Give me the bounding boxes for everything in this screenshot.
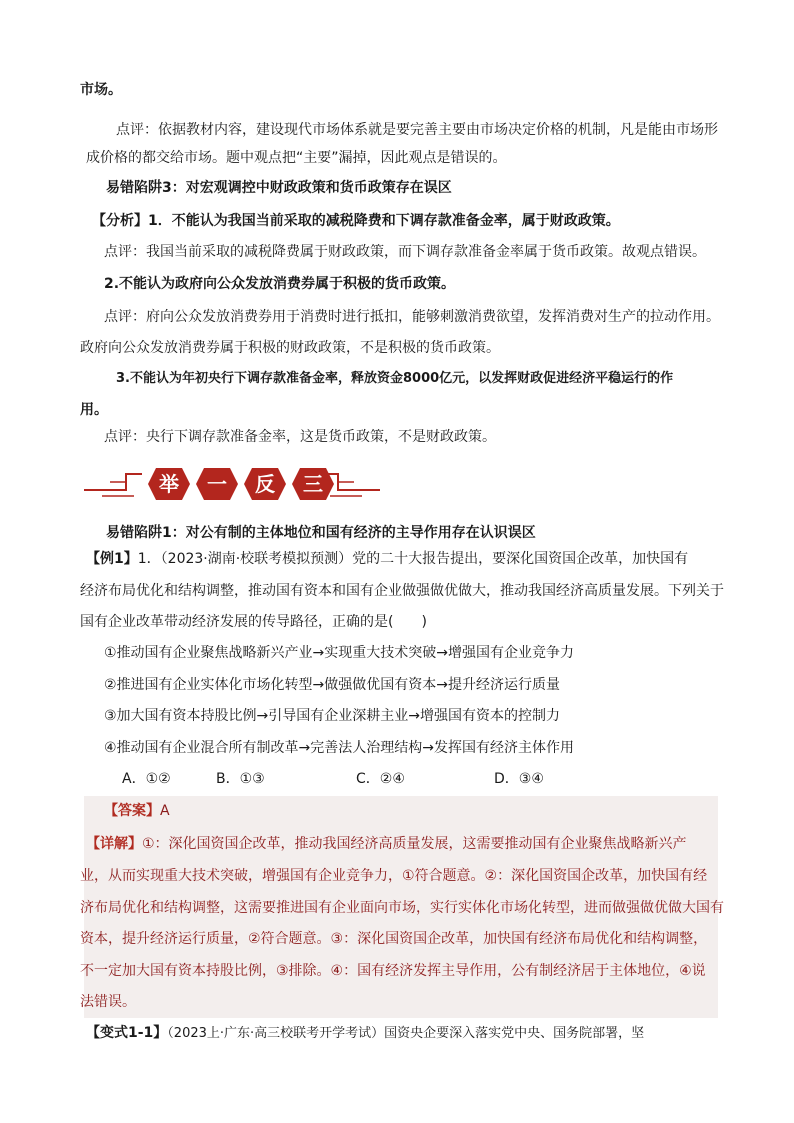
text-line: 2.不能认为政府向公众发放消费券属于积极的货币政策。 (104, 276, 456, 292)
text-line: 【分析】1．不能认为我国当前采取的减税降费和下调存款准备金率，属于财政政策。 (92, 213, 620, 229)
question-line (86, 549, 688, 569)
variant-tag: 【变式1-1】 (86, 1025, 168, 1041)
text-line: 成价格的都交给市场。题中观点把“主要”漏掉，因此观点是错误的。 (86, 150, 507, 166)
question-line: 国有企业改革带动经济发展的传导路径，正确的是( ) (80, 614, 427, 630)
text-line: 3.不能认为年初央行下调存款准备金率，释放资金8000亿元，以发挥财政促进经济平稳运行的作 (116, 371, 674, 386)
choice-item: ④推动国有企业混合所有制改革→完善法人治理结构→发挥国有经济主体作用 (104, 740, 575, 756)
option-d: D．③④ (494, 771, 544, 787)
question-text: （2023上·广东·高三校联考开学考试）国资央企要深入落实党中央、国务院部署，坚 (167, 1026, 645, 1041)
text-line: 点评：府向公众发放消费券用于消费时进行抵扣，能够刺激消费欲望，发挥消费对生产的拉动作用。 (104, 309, 720, 325)
banner-char: 反 (255, 472, 275, 496)
detail-line: 济布局优化和结构调整，这需要推进国有企业面向市场，实行实体化市场化转型，进而做强做优做大国有 (80, 900, 724, 916)
question-line: 经济布局优化和结构调整，推动国有资本和国有企业做强做优做大，推动我国经济高质量发展。下列关于 (80, 583, 724, 599)
detail-tag: 【详解】 (86, 836, 142, 852)
banner-char: 一 (207, 472, 227, 496)
text-line: 政府向公众发放消费券属于积极的财政政策，不是积极的货币政策。 (80, 340, 500, 356)
option-a: A．①② (122, 771, 171, 787)
option-c: C．②④ (356, 771, 405, 787)
text-line: 点评：我国当前采取的减税降费属于财政政策，而下调存款准备金率属于货币政策。故观点错误。 (104, 244, 706, 260)
detail-line: 资本，提升经济运行质量，②符合题意。③：深化国资国企改革，加快国有经济布局优化和结构调整， (80, 931, 708, 947)
option-b: B．①③ (216, 771, 265, 787)
answer-line (104, 801, 170, 821)
answer-value: A (160, 803, 170, 819)
choice-item: ②推进国有企业实体化市场化转型→做强做优国有资本→提升经济运行质量 (104, 677, 561, 693)
choice-item: ③加大国有资本持股比例→引导国有企业深耕主业→增强国有资本的控制力 (104, 708, 561, 724)
choice-item: ①推动国有企业聚焦战略新兴产业→实现重大技术突破→增强国有企业竞争力 (104, 645, 575, 661)
detail-line: 法错误。 (80, 994, 136, 1010)
section-heading: 易错陷阱3：对宏观调控中财政政策和货币政策存在误区 (106, 180, 452, 196)
text-line: 市场。 (80, 82, 122, 98)
banner-char: 举 (159, 472, 179, 496)
text-line: 用。 (80, 402, 108, 418)
example-banner (82, 458, 382, 510)
example-tag: 【例1】 (86, 551, 138, 567)
answer-tag: 【答案】 (104, 803, 160, 819)
text-line: 点评：央行下调存款准备金率，这是货币政策，不是财政政策。 (104, 429, 496, 445)
detail-text: ①：深化国资国企改革，推动我国经济高质量发展，这需要推动国有企业聚焦战略新兴产 (142, 836, 687, 852)
detail-line: 业，从而实现重大技术突破，增强国有企业竞争力，①符合题意。②：深化国资国企改革，加快国有经 (80, 868, 708, 884)
banner-char: 三 (303, 472, 323, 496)
text-line: 点评：依据教材内容，建设现代市场体系就是要完善主要由市场决定价格的机制，凡是能由市场形 (116, 122, 718, 138)
question-text: 1．（2023·湖南·校联考模拟预测）党的二十大报告提出，要深化国资国企改革，加快国有 (137, 551, 689, 567)
question-line (86, 1023, 644, 1044)
detail-line: 不一定加大国有资本持股比例，③排除。④：国有经济发挥主导作用，公有制经济居于主体地位，④说 (80, 963, 706, 979)
section-heading: 易错陷阱1：对公有制的主体地位和国有经济的主导作用存在认识误区 (106, 525, 536, 541)
detail-line (86, 834, 687, 854)
